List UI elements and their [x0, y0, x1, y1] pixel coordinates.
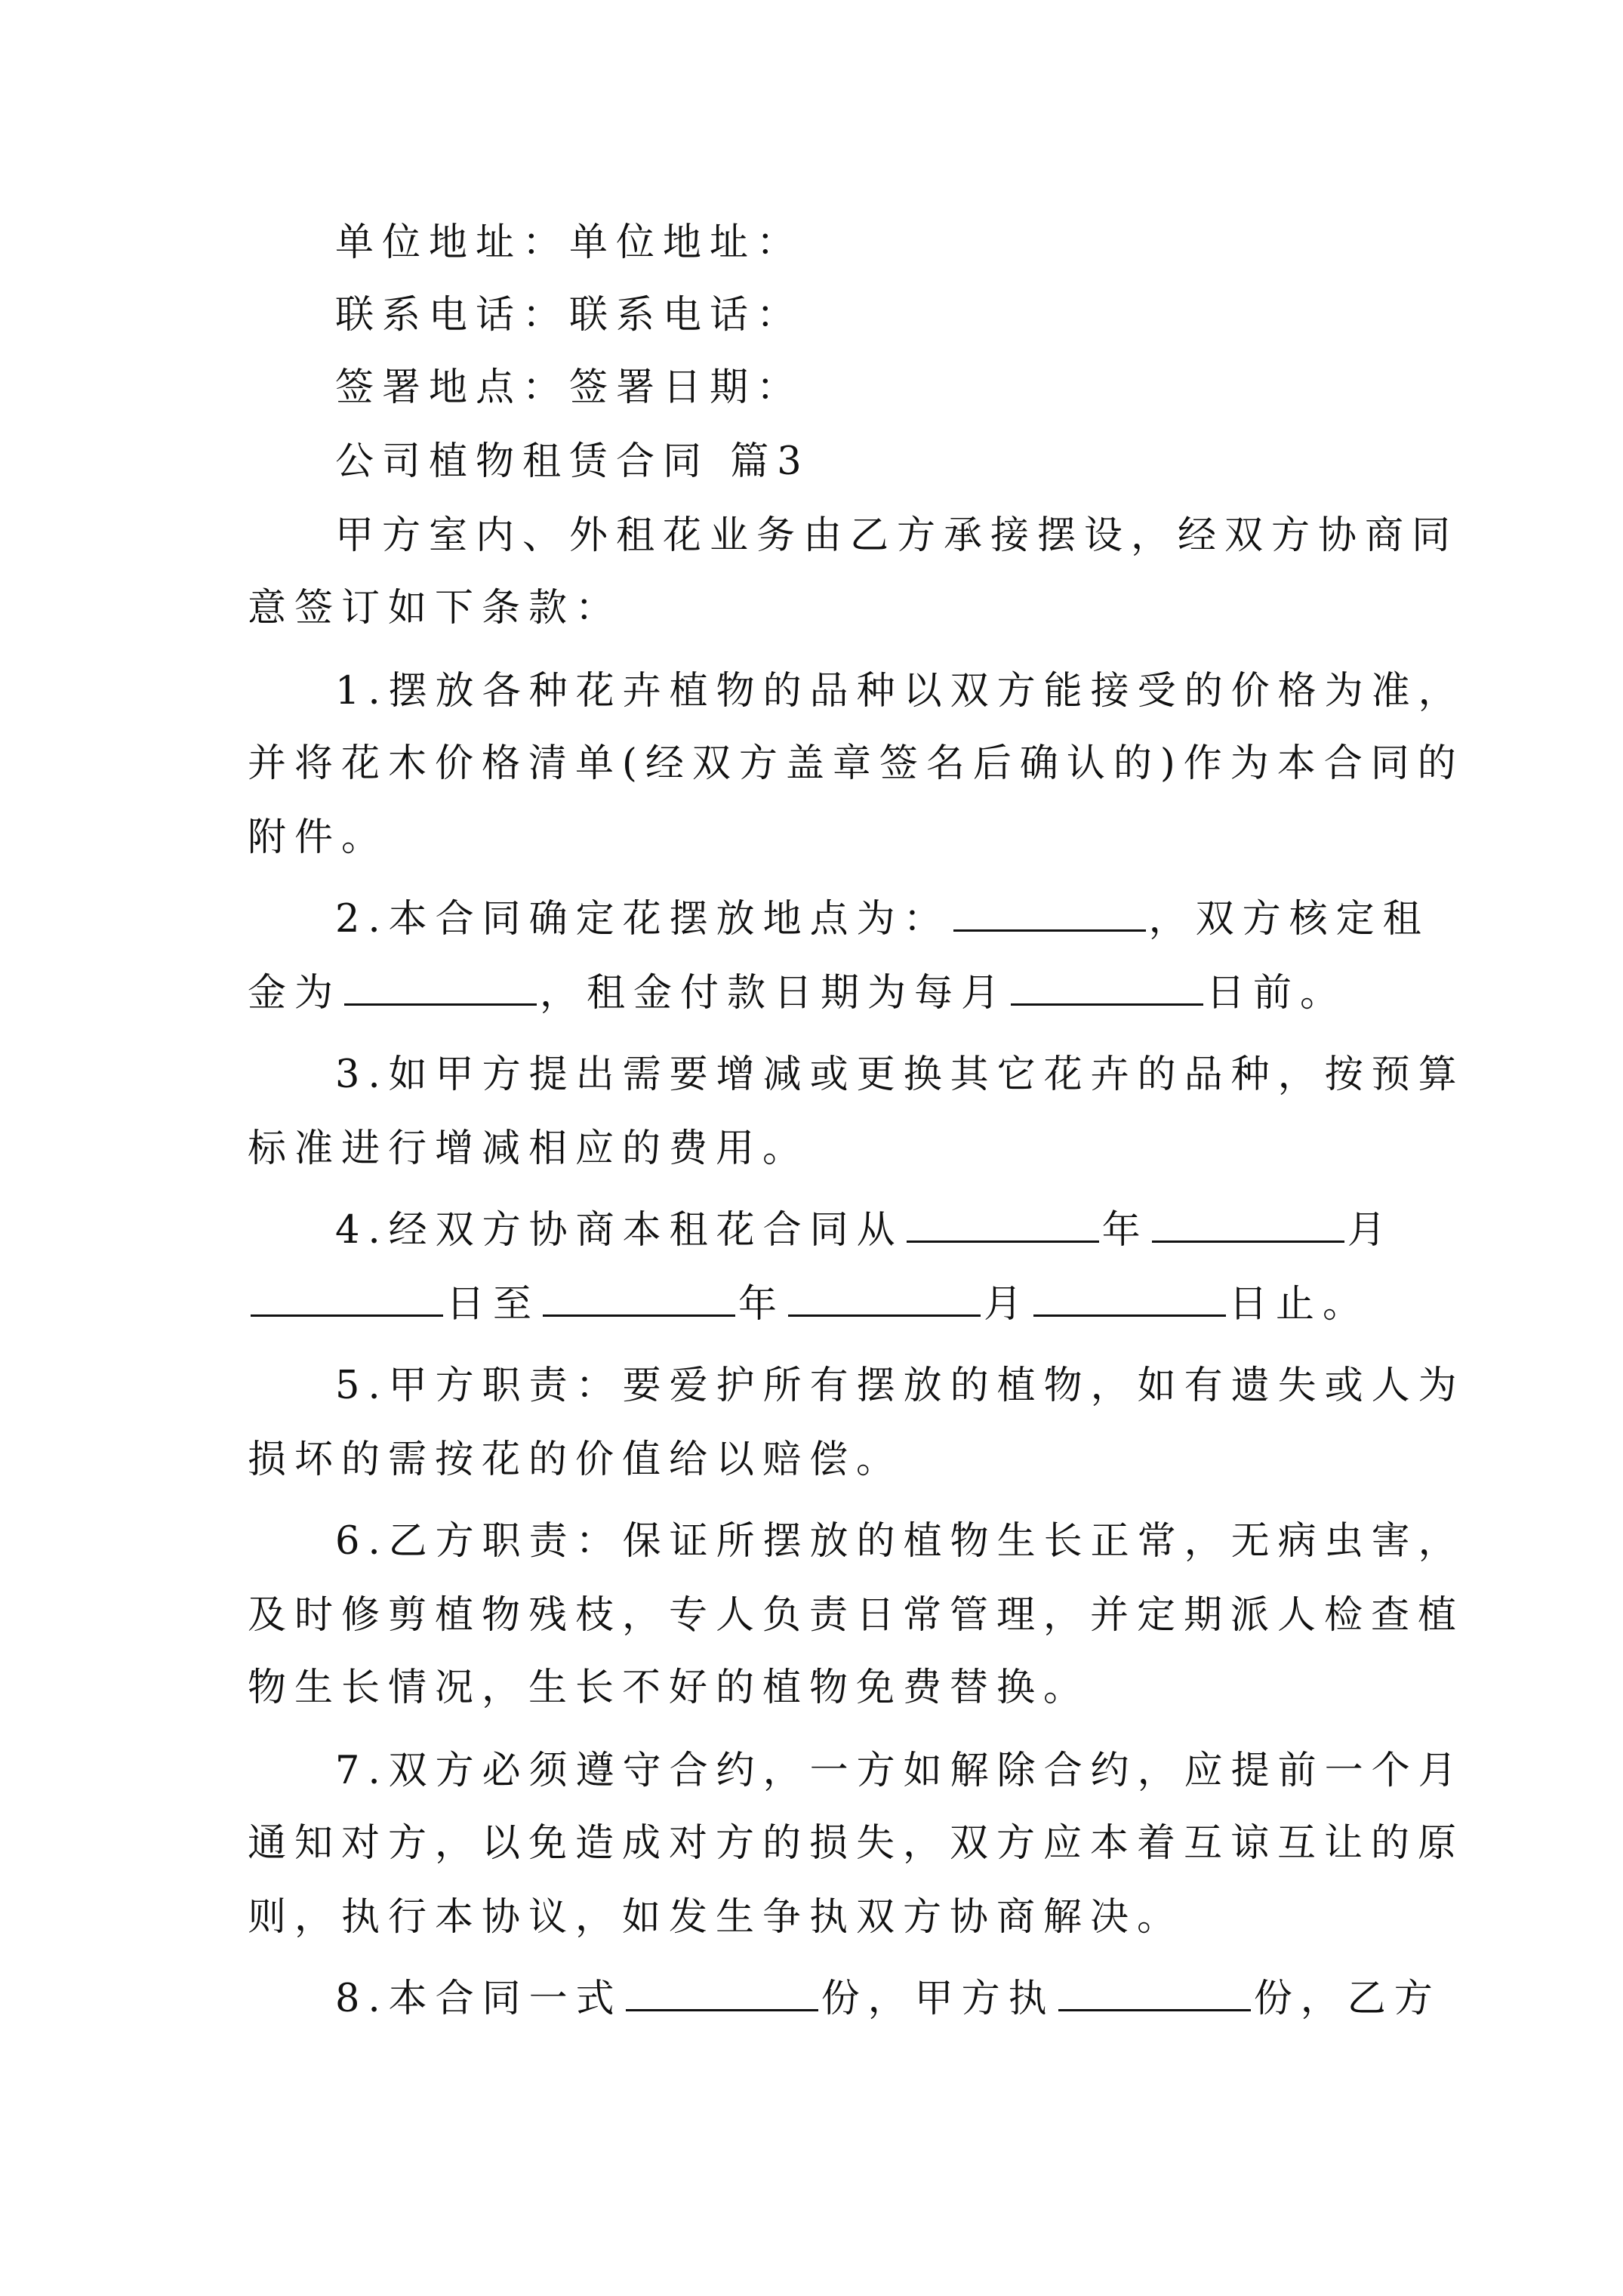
clause-7-line-2: 通知对方，以免造成对方的损失，双方应本着互谅互让的原 — [248, 1821, 1465, 1866]
clause-4-line-2 — [0, 1282, 1623, 1327]
blank-field[interactable] — [543, 1311, 735, 1317]
clause-4-text-f: 月 — [984, 1282, 1031, 1327]
blank-field[interactable] — [344, 1000, 537, 1006]
clause-2-text-c: 金为 — [248, 971, 342, 1015]
clause-1-line-3: 附件。 — [248, 815, 389, 860]
clause-1-line-1: 1.摆放各种花卉植物的品种以双方能接受的价格为准， — [335, 669, 1465, 713]
clause-5-line-1: 5.甲方职责：要爱护所有摆放的植物，如有遗失或人为 — [335, 1364, 1465, 1408]
clause-6-line-2: 及时修剪植物残枝，专人负责日常管理，并定期派人检查植 — [248, 1593, 1465, 1638]
sign-place-date-line: 签署地点：签署日期： — [335, 365, 804, 410]
blank-field[interactable] — [907, 1237, 1099, 1243]
clause-2-text-e: 日前。 — [1206, 971, 1347, 1015]
clause-2-line-2 — [0, 971, 1623, 1016]
blank-field[interactable] — [626, 2006, 818, 2011]
clause-8-line-1 — [0, 1977, 1623, 2022]
clause-6-line-3: 物生长情况，生长不好的植物免费替换。 — [248, 1666, 1091, 1710]
clause-2-text-b: ，双方核定租 — [1148, 897, 1430, 942]
clause-4-text-d: 日至 — [446, 1282, 540, 1327]
clause-8-text-b: 份，甲方执 — [821, 1977, 1055, 2021]
clause-7-line-3: 则，执行本协议，如发生争执双方协商解决。 — [248, 1895, 1184, 1940]
blank-field[interactable] — [1058, 2006, 1251, 2011]
clause-4-text-e: 年 — [738, 1282, 786, 1327]
clause-1-line-2: 并将花木价格清单(经双方盖章签名后确认的)作为本合同的 — [248, 741, 1464, 786]
clause-8-text-a: 8.本合同一式 — [335, 1977, 623, 2021]
clause-7-line-1: 7.双方必须遵守合约，一方如解除合约，应提前一个月 — [335, 1749, 1465, 1793]
clause-4-text-a: 4.经双方协商本租花合同从 — [335, 1208, 904, 1253]
section-heading: 公司植物租赁合同 篇3 — [335, 439, 810, 484]
clause-4-text-b: 年 — [1101, 1208, 1149, 1253]
blank-field[interactable] — [1033, 1311, 1226, 1317]
clause-3-line-2: 标准进行增减相应的费用。 — [248, 1126, 810, 1171]
phone-line: 联系电话：联系电话： — [335, 293, 804, 337]
blank-field[interactable] — [1152, 1237, 1344, 1243]
clause-2-text-d: ，租金付款日期为每月 — [540, 971, 1009, 1015]
blank-field[interactable] — [251, 1311, 443, 1317]
clause-4-text-g: 日止。 — [1229, 1282, 1370, 1327]
clause-6-line-1: 6.乙方职责：保证所摆放的植物生长正常，无病虫害， — [335, 1519, 1465, 1564]
blank-field[interactable] — [788, 1311, 981, 1317]
clause-8-text-c: 份，乙方 — [1253, 1977, 1441, 2021]
clause-4-line-1 — [0, 1208, 1623, 1253]
blank-field[interactable] — [1011, 1000, 1203, 1006]
clause-2-text-a: 2.本合同确定花摆放地点为： — [335, 897, 950, 942]
intro-line-1: 甲方室内、外租花业务由乙方承接摆设，经双方协商同 — [335, 513, 1459, 558]
intro-line-2: 意签订如下条款： — [248, 586, 623, 630]
clause-3-line-1: 3.如甲方提出需要增减或更换其它花卉的品种，按预算 — [335, 1052, 1465, 1097]
unit-address-line: 单位地址：单位地址： — [335, 220, 804, 265]
clause-2-line-1 — [0, 897, 1623, 942]
clause-4-text-c: 月 — [1347, 1208, 1394, 1253]
blank-field[interactable] — [953, 926, 1146, 932]
clause-5-line-2: 损坏的需按花的价值给以赔偿。 — [248, 1438, 904, 1482]
